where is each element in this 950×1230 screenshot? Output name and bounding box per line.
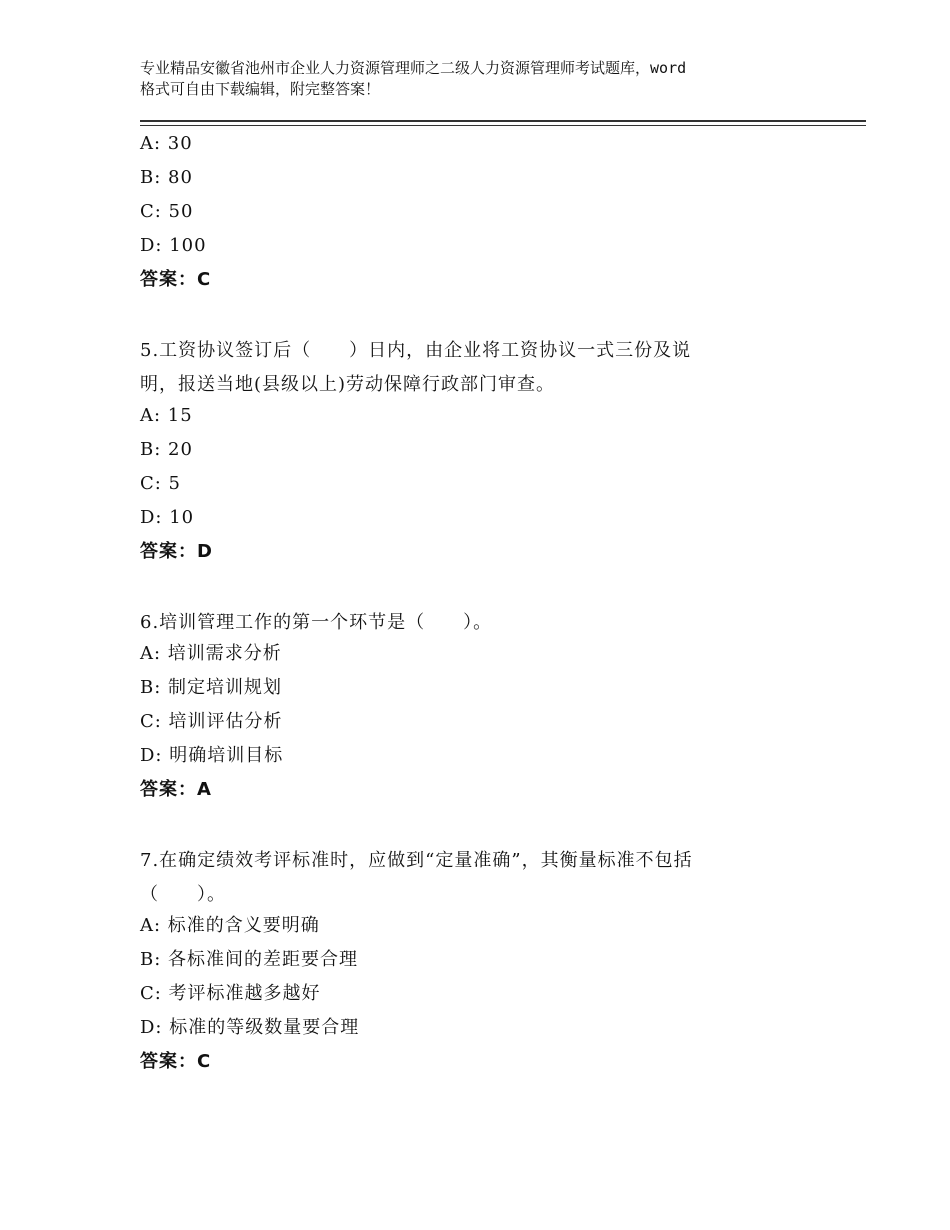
question-4 [140,130,840,300]
question-5 [140,334,840,572]
question-text [140,606,800,640]
question-content [140,130,840,1082]
option-b: B: 各标准间的差距要合理 [140,949,359,970]
question-text-line-1: 7.在确定绩效考评标准时，应做到“定量准确”，其衡量标准不包括 [140,850,693,871]
option-d: D: 100 [140,235,207,256]
spacer [140,300,840,334]
question-7 [140,844,840,1082]
header-rule-thin [140,125,866,126]
answer: 答案：D [140,541,213,562]
option-a: A: 30 [140,133,193,154]
option-d: D: 明确培训目标 [140,745,284,766]
header-line-2: 格式可自由下载编辑，附完整答案！ [140,80,381,98]
option-b: B: 20 [140,439,193,460]
question-text [140,844,800,912]
answer: 答案：C [140,1051,212,1072]
question-text [140,334,800,402]
option-b: B: 80 [140,167,193,188]
option-d: D: 标准的等级数量要合理 [140,1017,360,1038]
option-c: C: 培训评估分析 [140,711,283,732]
option-c: C: 5 [140,473,182,494]
spacer [140,572,840,606]
question-6 [140,606,840,810]
option-b: B: 制定培训规划 [140,677,283,698]
header-line-1: 专业精品安徽省池州市企业人力资源管理师之二级人力资源管理师考试题库，word [140,59,687,77]
option-d: D: 10 [140,507,195,528]
option-c: C: 50 [140,201,194,222]
header-rule-thick [140,120,866,122]
answer: 答案：A [140,779,212,800]
answer: 答案：C [140,269,212,290]
option-a: A: 15 [140,405,193,426]
spacer [140,810,840,844]
document-header [140,58,840,100]
option-a: A: 标准的含义要明确 [140,915,320,936]
question-text-line-1: 6.培训管理工作的第一个环节是（ ）。 [140,612,493,633]
option-c: C: 考评标准越多越好 [140,983,321,1004]
question-text-line-1: 5.工资协议签订后（ ）日内，由企业将工资协议一式三份及说 [140,340,692,361]
question-text-line-2: 明，报送当地(县级以上)劳动保障行政部门审查。 [140,374,556,395]
question-text-line-2: （ ）。 [140,884,226,905]
option-a: A: 培训需求分析 [140,643,282,664]
